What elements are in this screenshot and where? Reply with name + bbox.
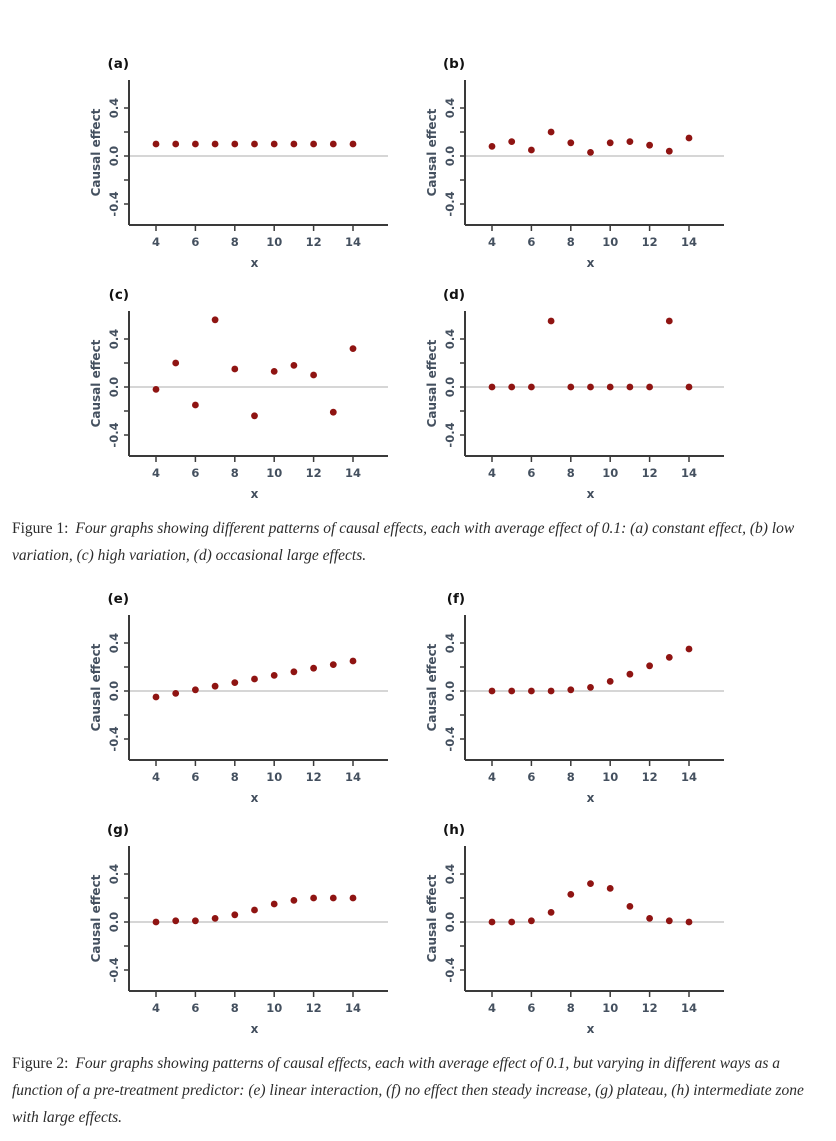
data-point xyxy=(212,915,219,922)
data-point xyxy=(646,384,653,391)
data-point xyxy=(587,384,594,391)
x-tick-label: 8 xyxy=(230,235,239,249)
x-axis-title: x xyxy=(586,487,595,501)
data-point xyxy=(192,687,199,694)
panel-letter-e: (e) xyxy=(107,591,129,608)
y-tick-label: 0.0 xyxy=(107,376,121,398)
x-axis-title: x xyxy=(586,1022,595,1037)
data-point xyxy=(607,384,614,391)
y-tick-label: 0.4 xyxy=(107,328,121,350)
x-tick-label: 8 xyxy=(566,1001,575,1016)
data-point xyxy=(567,384,574,391)
y-tick-label: 0.0 xyxy=(107,681,121,702)
x-tick-label: 10 xyxy=(266,466,283,480)
panel-g xyxy=(58,816,394,1047)
x-tick-label: 12 xyxy=(641,770,658,785)
panel-letter-f: (f) xyxy=(446,591,465,608)
data-point xyxy=(153,141,160,148)
x-tick-label: 14 xyxy=(680,235,698,249)
data-point xyxy=(251,141,258,148)
y-tick-label: 0.0 xyxy=(443,376,457,398)
data-point xyxy=(489,919,496,926)
data-point xyxy=(271,672,278,679)
panel-letter-c: (c) xyxy=(108,287,129,303)
y-tick-label: 0.4 xyxy=(107,97,121,119)
data-point xyxy=(291,669,298,676)
panel-h xyxy=(394,816,730,1047)
panel-e xyxy=(58,585,394,816)
scatter-plot-c xyxy=(58,281,394,512)
x-tick-label: 4 xyxy=(151,770,161,785)
x-tick-label: 14 xyxy=(344,770,362,785)
figure-2-caption xyxy=(12,1051,824,1131)
data-point xyxy=(548,129,555,136)
panel-d xyxy=(394,281,730,512)
x-tick-label: 10 xyxy=(266,770,283,785)
panel-letter-h: (h) xyxy=(443,822,465,839)
y-axis-title: Causal effect xyxy=(425,643,439,732)
scatter-plot-e xyxy=(58,585,394,816)
figure-2 xyxy=(0,569,836,1131)
x-tick-label: 12 xyxy=(305,1001,322,1016)
x-tick-label: 4 xyxy=(151,466,161,480)
data-point xyxy=(231,680,238,687)
y-tick-label: -0.4 xyxy=(443,726,457,752)
y-axis-title: Causal effect xyxy=(425,874,439,963)
data-point xyxy=(251,676,258,683)
x-axis-title: x xyxy=(250,256,259,270)
x-tick-label: 6 xyxy=(191,1001,200,1016)
data-point xyxy=(607,139,614,146)
y-tick-label: 0.4 xyxy=(107,633,121,654)
data-point xyxy=(310,665,317,672)
y-tick-label: 0.0 xyxy=(443,912,457,933)
x-tick-label: 8 xyxy=(230,1001,239,1016)
x-axis-title: x xyxy=(250,1022,259,1037)
data-point xyxy=(489,688,496,695)
data-point xyxy=(231,366,238,373)
data-point xyxy=(153,694,160,701)
data-point xyxy=(607,678,614,685)
data-point xyxy=(627,903,634,910)
data-point xyxy=(686,919,693,926)
x-tick-label: 10 xyxy=(602,235,619,249)
data-point xyxy=(172,690,179,697)
scatter-plot-b xyxy=(394,50,730,281)
x-tick-label: 4 xyxy=(487,1001,497,1016)
figure-1-caption-label: Figure 1: xyxy=(12,520,69,537)
data-point xyxy=(489,384,496,391)
data-point xyxy=(192,402,199,409)
data-point xyxy=(646,142,653,149)
y-tick-label: -0.4 xyxy=(107,191,121,217)
data-point xyxy=(330,662,337,669)
y-tick-label: -0.4 xyxy=(107,957,121,983)
data-point xyxy=(666,918,673,925)
data-point xyxy=(587,881,594,888)
y-tick-label: 0.0 xyxy=(443,681,457,702)
y-tick-label: -0.4 xyxy=(443,957,457,983)
y-tick-label: -0.4 xyxy=(107,726,121,752)
data-point xyxy=(291,897,298,904)
x-tick-label: 8 xyxy=(566,235,575,249)
data-point xyxy=(153,386,160,393)
data-point xyxy=(350,345,357,352)
y-tick-label: -0.4 xyxy=(443,191,457,217)
data-point xyxy=(172,360,179,367)
x-tick-label: 8 xyxy=(566,770,575,785)
x-tick-label: 4 xyxy=(487,235,497,249)
data-point xyxy=(587,149,594,156)
scatter-plot-f xyxy=(394,585,730,816)
y-tick-label: -0.4 xyxy=(443,422,457,448)
data-point xyxy=(627,384,634,391)
y-tick-label: -0.4 xyxy=(107,422,121,448)
y-tick-label: 0.4 xyxy=(107,864,121,885)
data-point xyxy=(548,909,555,916)
data-point xyxy=(271,901,278,908)
x-tick-label: 10 xyxy=(602,466,619,480)
y-tick-label: 0.4 xyxy=(443,633,457,654)
data-point xyxy=(231,141,238,148)
x-tick-label: 10 xyxy=(266,1001,283,1016)
scatter-plot-g xyxy=(58,816,394,1047)
data-point xyxy=(548,688,555,695)
x-tick-label: 8 xyxy=(230,770,239,785)
x-tick-label: 14 xyxy=(344,466,362,480)
x-axis-title: x xyxy=(250,487,259,501)
y-axis-title: Causal effect xyxy=(89,874,103,963)
data-point xyxy=(251,412,258,419)
data-point xyxy=(508,384,515,391)
data-point xyxy=(627,671,634,678)
data-point xyxy=(310,372,317,379)
panel-f xyxy=(394,585,730,816)
x-tick-label: 12 xyxy=(305,770,322,785)
figure-2-panel-grid xyxy=(58,585,836,1047)
panel-c xyxy=(58,281,394,512)
data-point xyxy=(587,684,594,691)
data-point xyxy=(350,141,357,148)
data-point xyxy=(350,895,357,902)
data-point xyxy=(489,143,496,150)
data-point xyxy=(330,895,337,902)
data-point xyxy=(627,138,634,145)
x-tick-label: 10 xyxy=(266,235,283,249)
data-point xyxy=(172,141,179,148)
data-point xyxy=(271,141,278,148)
data-point xyxy=(330,141,337,148)
panel-letter-d: (d) xyxy=(442,287,465,303)
data-point xyxy=(548,318,555,325)
data-point xyxy=(212,683,219,690)
data-point xyxy=(528,688,535,695)
y-axis-title: Causal effect xyxy=(89,643,103,732)
x-tick-label: 6 xyxy=(191,770,200,785)
x-axis-title: x xyxy=(586,791,595,806)
figure-1-caption xyxy=(12,516,824,569)
x-tick-label: 4 xyxy=(151,1001,161,1016)
y-tick-label: 0.4 xyxy=(443,328,457,350)
data-point xyxy=(508,688,515,695)
data-point xyxy=(686,135,693,142)
x-axis-title: x xyxy=(250,791,259,806)
y-axis-title: Causal effect xyxy=(89,339,103,428)
data-point xyxy=(271,368,278,375)
y-axis-title: Causal effect xyxy=(425,339,439,428)
scatter-plot-a xyxy=(58,50,394,281)
x-tick-label: 12 xyxy=(641,466,658,480)
x-tick-label: 14 xyxy=(680,1001,698,1016)
y-tick-label: 0.4 xyxy=(443,97,457,119)
x-tick-label: 4 xyxy=(151,235,161,249)
x-tick-label: 6 xyxy=(191,235,200,249)
data-point xyxy=(212,316,219,323)
y-axis-title: Causal effect xyxy=(89,108,103,197)
data-point xyxy=(251,907,258,914)
scatter-plot-d xyxy=(394,281,730,512)
data-point xyxy=(172,918,179,925)
x-tick-label: 8 xyxy=(566,466,575,480)
data-point xyxy=(350,658,357,665)
x-tick-label: 6 xyxy=(527,235,536,249)
data-point xyxy=(310,895,317,902)
x-tick-label: 14 xyxy=(680,770,698,785)
x-tick-label: 10 xyxy=(602,770,619,785)
data-point xyxy=(192,918,199,925)
data-point xyxy=(607,885,614,892)
x-tick-label: 12 xyxy=(641,235,658,249)
data-point xyxy=(192,141,199,148)
data-point xyxy=(567,687,574,694)
y-tick-label: 0.0 xyxy=(107,145,121,167)
x-tick-label: 14 xyxy=(680,466,698,480)
x-tick-label: 14 xyxy=(344,235,362,249)
data-point xyxy=(212,141,219,148)
x-tick-label: 12 xyxy=(641,1001,658,1016)
y-tick-label: 0.0 xyxy=(107,912,121,933)
x-tick-label: 12 xyxy=(305,235,322,249)
data-point xyxy=(231,912,238,919)
figure-1-caption-text: Four graphs showing different patterns of causal effects, each with average effect of 0.1: (a) constant effect, (b) low variation, (c) high variation, (d) occasional large effects. xyxy=(12,520,795,564)
x-tick-label: 8 xyxy=(230,466,239,480)
data-point xyxy=(528,918,535,925)
data-point xyxy=(646,915,653,922)
data-point xyxy=(686,384,693,391)
data-point xyxy=(666,654,673,661)
data-point xyxy=(153,919,160,926)
panel-letter-g: (g) xyxy=(106,822,129,839)
data-point xyxy=(567,891,574,898)
x-axis-title: x xyxy=(586,256,595,270)
data-point xyxy=(330,409,337,416)
x-tick-label: 4 xyxy=(487,466,497,480)
panel-letter-b: (b) xyxy=(442,56,465,72)
panel-a xyxy=(58,50,394,281)
figure-1 xyxy=(0,0,836,569)
x-tick-label: 10 xyxy=(602,1001,619,1016)
figure-2-caption-label: Figure 2: xyxy=(12,1055,69,1073)
x-tick-label: 6 xyxy=(527,1001,536,1016)
data-point xyxy=(528,384,535,391)
x-tick-label: 6 xyxy=(527,466,536,480)
data-point xyxy=(508,138,515,145)
x-tick-label: 6 xyxy=(527,770,536,785)
x-tick-label: 6 xyxy=(191,466,200,480)
scatter-plot-h xyxy=(394,816,730,1047)
x-tick-label: 12 xyxy=(305,466,322,480)
y-tick-label: 0.4 xyxy=(443,864,457,885)
data-point xyxy=(666,318,673,325)
data-point xyxy=(666,148,673,155)
panel-letter-a: (a) xyxy=(107,56,129,72)
figure-2-caption-text: Four graphs showing patterns of causal effects, each with average effect of 0.1, but varying in different ways as a function of a pre-treatment predictor: (e) linear interaction, (f) no effect then steady increase, (g) plateau, (h) intermediate zone with large effects. xyxy=(12,1055,804,1126)
y-tick-label: 0.0 xyxy=(443,145,457,167)
data-point xyxy=(567,139,574,146)
data-point xyxy=(291,362,298,369)
x-tick-label: 4 xyxy=(487,770,497,785)
data-point xyxy=(528,147,535,154)
data-point xyxy=(686,646,693,653)
y-axis-title: Causal effect xyxy=(425,108,439,197)
data-point xyxy=(646,663,653,670)
data-point xyxy=(310,141,317,148)
data-point xyxy=(508,919,515,926)
x-tick-label: 14 xyxy=(344,1001,362,1016)
panel-b xyxy=(394,50,730,281)
figure-1-panel-grid xyxy=(58,50,836,512)
data-point xyxy=(291,141,298,148)
